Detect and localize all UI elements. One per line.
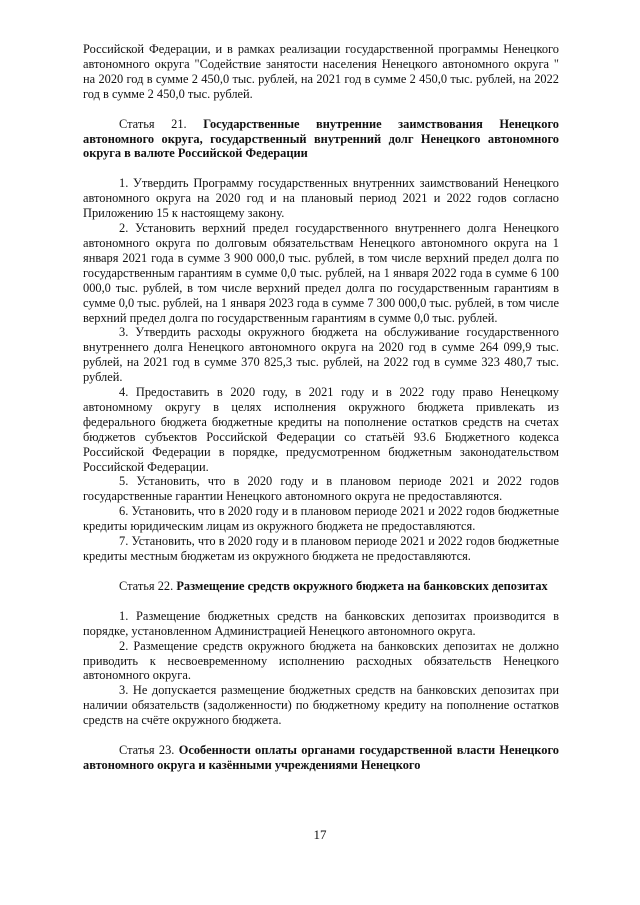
article-22-item-1: 1. Размещение бюджетных средств на банковских депозитах производится в порядке, установленном Администрацией Ненецкого автономного округа. bbox=[83, 608, 559, 638]
page-number: 17 bbox=[313, 827, 327, 842]
article-21-item-7: 7. Установить, что в 2020 году и в плановом периоде 2021 и 2022 годов бюджетные кредиты местным бюджетам из окружного бюджета не предоставляются. bbox=[83, 534, 559, 563]
article-21-number: Статья 21. bbox=[119, 116, 187, 131]
article-23-title: Особенности оплаты органами государственной власти Ненецкого автономного округа и казёнными учреждениями Ненецкого bbox=[83, 743, 559, 772]
article-21-item-5: 5. Установить, что в 2020 году и в плановом периоде 2021 и 2022 годов государственные гарантии Ненецкого автономного округа не предоставляются. bbox=[83, 474, 559, 504]
article-22-heading bbox=[83, 579, 559, 594]
article-21-item-6: 6. Установить, что в 2020 году и в плановом периоде 2021 и 2022 годов бюджетные кредиты юридическим лицам из окружного бюджета не предоставляются. bbox=[83, 504, 559, 534]
document-body bbox=[83, 42, 559, 773]
article-21-item-2: 2. Установить верхний предел государственного внутреннего долга Ненецкого автономного округа по долговым обязательствам Ненецкого автономного округа на 1 января 2021 года в сумме 3 900 000,0 тыс. рублей, в том числе верхний предел долга по государственным гарантиям в сумме 0,0 тыс. рублей, на 1 января 2022 года в сумме 6 100 000,0 тыс. рублей, в том числе верхний предел долга по государственным гарантиям в сумме 0,0 тыс. рублей, на 1 января 2023 года в сумме 7 300 000,0 тыс. рублей, в том числе верхний предел долга по государственным гарантиям в сумме 0,0 тыс. рублей. bbox=[83, 221, 559, 325]
article-23-number: Статья 23. bbox=[119, 743, 175, 758]
article-22-number: Статья 22. bbox=[119, 578, 174, 593]
article-22-item-2: 2. Размещение средств окружного бюджета на банковских депозитах не должно приводить к несвоевременному исполнению расходных обязательств Ненецкого автономного округа. bbox=[83, 638, 559, 683]
article-21-heading bbox=[83, 117, 559, 162]
intro-paragraph: Российской Федерации, и в рамках реализации государственной программы Ненецкого автономного округа "Содействие занятости населения Ненецкого автономного округа " на 2020 год в сумме 2 450,0 тыс. рублей, на 2021 год в сумме 2 450,0 тыс. рублей, на 2022 год в сумме 2 450,0 тыс. рублей. bbox=[83, 42, 559, 101]
article-22-title: Размещение средств окружного бюджета на банковских депозитах bbox=[176, 578, 548, 593]
article-21-item-3: 3. Утвердить расходы окружного бюджета на обслуживание государственного внутреннего долга Ненецкого автономного округа на 2020 год в сумме 264 099,9 тыс. рублей, на 2021 год в сумме 370 825,3 тыс. рублей, на 2022 год в сумме 323 480,7 тыс. рублей. bbox=[83, 325, 559, 385]
article-21-item-1: 1. Утвердить Программу государственных внутренних заимствований Ненецкого автономного округа на 2020 год и на плановый период 2021 и 2022 годов согласно Приложению 15 к настоящему закону. bbox=[83, 176, 559, 221]
article-21-title: Государственные внутренние заимствования Ненецкого автономного округа, государственный внутренний долг Ненецкого автономного округа в валюте Российской Федерации bbox=[83, 116, 559, 161]
article-21-item-4: 4. Предоставить в 2020 году, в 2021 году и в 2022 году право Ненецкому автономному округу в целях исполнения окружного бюджета привлекать из федерального бюджета бюджетные кредиты на пополнение остатков средств на счетах бюджетов субъектов Российской Федерации со статьёй 93.6 Бюджетного кодекса Российской Федерации в порядке, предусмотренном бюджетным законодательством Российской Федерации. bbox=[83, 385, 559, 474]
article-23-heading bbox=[83, 743, 559, 773]
article-22-item-3: 3. Не допускается размещение бюджетных средств на банковских депозитах при наличии обязательств (задолженности) по бюджетному кредиту на пополнение остатков средств на счёте окружного бюджета. bbox=[83, 683, 559, 728]
